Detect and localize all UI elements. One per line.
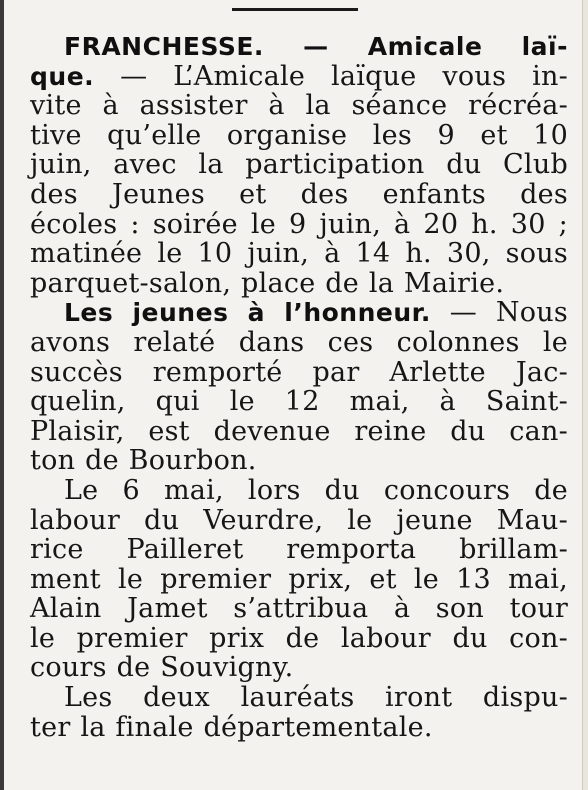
text-line: des Jeunes et des enfants des [30, 178, 568, 210]
text-line: ton de Bourbon. [30, 445, 257, 477]
text-line: ment le premier prix, et le 13 mai, [30, 563, 568, 595]
paragraph-finale [30, 683, 568, 742]
text-line: cours de Souvigny. [30, 652, 294, 684]
text-line: quelin, qui le 12 mai, à Saint- [30, 386, 568, 418]
text-line: Alain Jamet s’attribua à son tour [30, 593, 568, 625]
text-line: Les deux lauréats iront dispu- [64, 682, 568, 714]
text-line: juin, avec la participation du Club [30, 149, 568, 181]
text-line: parquet-salon, place de la Mairie. [30, 267, 505, 299]
paragraph-jeunes-honneur [30, 298, 568, 476]
paragraph-concours-labour [30, 476, 568, 683]
text-line: rice Pailleret remporta brillam- [30, 534, 568, 566]
headline-franchesse: FRANCHESSE. — Amicale laï- [64, 32, 568, 61]
headline-franchesse-cont: que. [30, 61, 95, 91]
text-line: matinée le 10 juin, à 14 h. 30, sous [30, 238, 568, 270]
text-line: Plaisir, est devenue reine du can- [30, 415, 568, 447]
text-line: que. — L’Amicale laïque vous in- [30, 60, 568, 92]
text-line: Les jeunes à l’honneur. — Nous [64, 297, 568, 329]
text-line: succès remporté par Arlette Jac- [30, 356, 568, 388]
text-line [30, 32, 568, 62]
text-line: écoles : soirée le 9 juin, à 20 h. 30 ; [30, 208, 568, 240]
text-line: le premier prix de labour du con- [30, 622, 568, 654]
text-line: Le 6 mai, lors du concours de [64, 474, 568, 506]
article-body [30, 32, 568, 742]
paragraph-amicale-laique [30, 32, 568, 298]
text-line: vite à assister à la séance récréa- [30, 90, 568, 122]
text-line: labour du Veurdre, le jeune Mau- [30, 504, 568, 536]
top-rule [232, 8, 358, 11]
text-line: tive qu’elle organise les 9 et 10 [30, 119, 568, 151]
clipping-left-edge [0, 0, 4, 790]
clipping-right-edge [582, 0, 588, 790]
text-line: avons relaté dans ces colonnes le [30, 326, 568, 358]
headline-jeunes-honneur: Les jeunes à l’honneur. [64, 298, 431, 328]
text-line: ter la finale départementale. [30, 711, 433, 743]
